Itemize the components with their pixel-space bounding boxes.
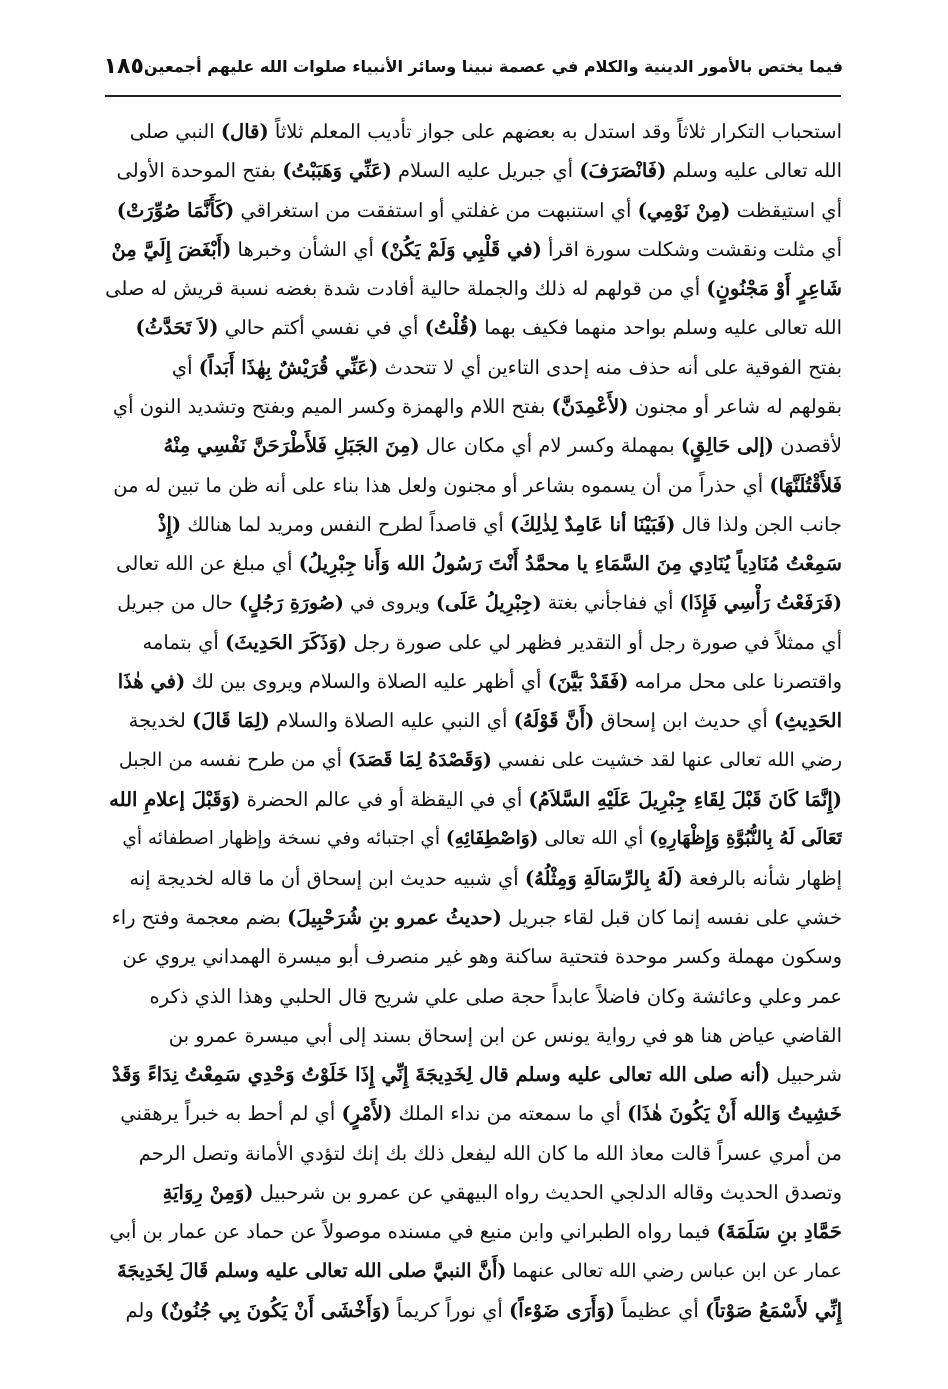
commentary-segment: أي ففاجأني بغتة: [541, 591, 680, 614]
commentary-segment: بضم معجمة وفتح راء: [111, 905, 288, 929]
commentary-segment: أي حذراً من أن يسموه بشاعر أو مجنون ولعل هذا بناء على أنه ظن ما تبين له من: [113, 473, 770, 497]
bold-quote-segment: (وَقَصْدَهُ لِمَا قَصَدَ): [347, 748, 492, 771]
bold-quote-segment: (في قَلْبِي وَلَمْ يَكُنْ): [380, 237, 542, 261]
commentary-segment: بمهملة وكسر لام أي مكان عال: [419, 434, 681, 458]
text-line: [105, 505, 842, 544]
bold-quote-segment: (وَأَرَى ضَوْءاً): [508, 1298, 615, 1322]
text-line: [105, 937, 842, 976]
text-line: [105, 112, 842, 151]
bold-quote-segment: (أَنَّ النبيَّ صلى الله تعالى عليه وسلم قَالَ لِخَدِيجَةَ: [117, 1259, 507, 1282]
text-line: [105, 348, 842, 387]
commentary-segment: أي اجتبائه وفي نسخة وإظهار اصطفائه أي: [122, 828, 446, 850]
running-header: [105, 46, 843, 86]
commentary-segment: شرحبيل: [770, 1063, 842, 1087]
bold-quote-segment: (عَنِّي قُرَيْشٌ بِهٰذَا أَبَداً): [198, 355, 379, 379]
commentary-segment: أي في اليقظة أو في عالم الحضرة: [240, 788, 529, 812]
body-text: [105, 112, 842, 1330]
commentary-segment: الله تعالى عليه وسلم: [666, 159, 842, 183]
commentary-segment: أي استيقظت: [730, 198, 842, 222]
bold-quote-segment: (لاَ تَحَدَّثُ): [135, 316, 219, 340]
text-line: [105, 780, 842, 819]
text-line: [105, 623, 842, 662]
bold-quote-segment: (أنه صلى الله تعالى عليه وسلم قال لِخَدِيجَةَ إِنِّي إِذَا خَلَوْتُ وَحْدِي سَمِعْتُ نِدَاءً وَقَدْ: [111, 1063, 771, 1087]
commentary-segment: أي استنبهت من غفلتي أو استفقت من استغراقي: [234, 198, 638, 222]
bold-quote-segment: (فَرَفَعْتُ رَأْسِي فَإِذَا): [679, 591, 842, 614]
bold-quote-segment: (أَبْغَضَ إِلَيَّ مِنْ: [111, 237, 232, 261]
bold-quote-segment: (فَانْصَرَفَ): [579, 159, 667, 183]
commentary-segment: أي الشأن وخبرها: [231, 237, 381, 261]
commentary-segment: رضي الله تعالى عنها لقد خشيت على نفسي: [491, 748, 842, 771]
bold-quote-segment: (لِمَا قَالَ): [192, 709, 270, 733]
bold-quote-segment: (صُورَةِ رَجُلٍ): [238, 591, 344, 614]
bold-quote-segment: (مِنْ نَوْمِي): [637, 198, 731, 222]
bold-quote-segment: (مِنَ الجَبَلِ فَلأَطْرَحَنَّ نَفْسِي مِنْهُ: [163, 434, 420, 458]
bold-quote-segment: (إِذْ: [157, 512, 182, 536]
bold-quote-segment: (في هٰذَا: [117, 670, 186, 694]
text-line: [105, 898, 842, 937]
text-line: [105, 544, 842, 583]
commentary-segment: أي شبيه حديث ابن إسحاق أن ما قاله لخديجة إنه: [129, 866, 525, 890]
bold-quote-segment: (قال): [220, 120, 269, 143]
commentary-segment: ويروى في: [343, 591, 436, 614]
bold-quote-segment: (حديثُ عمرو بنِ شُرَحْبِيلَ): [287, 905, 502, 929]
text-line: [105, 269, 842, 308]
bold-quote-segment: الحَدِيثِ): [774, 709, 842, 733]
commentary-segment: أي بتمامه: [142, 630, 225, 654]
bold-quote-segment: (وَذَكَرَ الحَدِيثَ): [224, 630, 348, 654]
text-line: [105, 1212, 842, 1251]
text-line: [105, 741, 842, 780]
page-number: ١٨٥: [103, 53, 144, 79]
header-divider: [105, 95, 841, 97]
commentary-segment: أي لم أحط به خبراً يرهقني: [120, 1102, 342, 1126]
text-line: [105, 1016, 842, 1055]
bold-quote-segment: حَمَّادِ بنِ سَلَمَةَ): [716, 1220, 842, 1244]
commentary-segment: أي النبي عليه الصلاة والسلام: [269, 709, 514, 733]
header-title: فيما يختص بالأمور الدينية والكلام في عصمة نبينا وسائر الأنبياء صلوات الله عليهم أجمعين: [143, 56, 843, 76]
commentary-segment: أي أظهر عليه الصلاة والسلام ويروى بين لك: [185, 670, 548, 694]
text-line: [105, 1173, 842, 1212]
bold-quote-segment: (فَقَدْ بَيَّنَ): [547, 670, 629, 694]
text-line: [105, 584, 842, 623]
commentary-segment: أي مثلت ونقشت وشكلت سورة اقرأ: [541, 237, 842, 261]
bold-quote-segment: خَشِيتُ وَالله أَنْ يَكُونَ هٰذَا): [627, 1102, 842, 1126]
bold-quote-segment: (إِنَّمَا كَانَ قَبْلَ لِقَاءِ جِبْرِيلَ عَلَيْهِ السَّلاَمُ): [528, 788, 842, 812]
commentary-segment: أي مبلغ عن الله تعالى: [116, 552, 299, 576]
text-line: [105, 977, 842, 1016]
bold-quote-segment: (لأَعْمِدَنَّ): [551, 395, 629, 419]
commentary-segment: إظهار شأنه بالرفعة: [682, 866, 842, 890]
commentary-segment: أي ما سمعته من نداء الملك: [392, 1102, 628, 1126]
commentary-segment: أي ممثلاً في صورة رجل أو التقدير فظهر لي على صورة رجل: [347, 630, 842, 654]
text-line: [105, 426, 842, 465]
commentary-segment: أي من طرح نفسه من الجبل: [118, 748, 348, 771]
commentary-segment: أي: [171, 355, 199, 379]
commentary-segment: أي قاصداً لطرح النفس ومريد لما هنالك: [181, 512, 511, 536]
bold-quote-segment: إِنِّي لأَسْمَعُ صَوْتاً): [704, 1298, 842, 1322]
commentary-segment: من أمري عسراً قالت معاذ الله ما كان الله ليفعل ذلك بك إنك لتؤدي الأمانة وتصل الرحم: [138, 1141, 842, 1165]
text-line: [105, 1252, 842, 1291]
commentary-segment: القاضي عياض هنا هو في رواية يونس عن ابن إسحاق بسند إلى أبي ميسرة عمرو بن: [168, 1023, 842, 1047]
bold-quote-segment: تَعَالَى لَهُ بِالنُّبُوَّةِ وَإِظْهَارِهِ): [649, 828, 842, 850]
text-line: [105, 151, 842, 190]
bold-quote-segment: (جِبْرِيلُ عَلَى): [435, 591, 542, 614]
commentary-segment: بفتح الفوقية على أنه حذف منه إحدى التاءين أي لا تتحدث: [378, 355, 842, 379]
bold-quote-segment: (وَمِنْ رِوَايَةِ: [162, 1181, 254, 1205]
commentary-segment: النبي صلى: [129, 120, 221, 143]
text-line: [105, 859, 842, 898]
text-line: [105, 819, 842, 858]
bold-quote-segment: (وَأَخْشَى أَنْ يَكُونَ بِي جُنُونٌ): [159, 1298, 391, 1322]
text-line: [105, 701, 842, 740]
commentary-segment: لأقصدن: [773, 434, 842, 458]
bold-quote-segment: (وَقَبْلَ إعلامِ الله: [109, 788, 241, 812]
commentary-segment: أي الله تعالى: [538, 828, 650, 850]
bold-quote-segment: (وَاصْطِفَائِهِ): [445, 828, 539, 850]
bold-quote-segment: (عَنِّي وَهَبَبْتُ): [282, 159, 392, 183]
commentary-segment: أي عظيماً: [614, 1298, 705, 1322]
bold-quote-segment: (لَهُ بِالرِّسَالَةِ وَمِثْلُهُ): [524, 866, 683, 890]
bold-quote-segment: سَمِعْتُ مُنَادِياً يُنَادِي مِنَ السَّمَاءِ يا محمَّدُ أَنْتَ رَسُولُ الله وَأَنا جِبْرِيلُ): [298, 552, 842, 576]
text-line: [105, 308, 842, 347]
text-line: [105, 466, 842, 505]
text-line: [105, 1094, 842, 1133]
commentary-segment: الله تعالى عليه وسلم بواحد منهما فكيف بهما: [478, 316, 842, 340]
bold-quote-segment: (أَنَّ قَوْلَهُ): [513, 709, 595, 733]
text-line: [105, 1134, 842, 1173]
commentary-segment: عمار عن ابن عباس رضي الله تعالى عنهما: [506, 1259, 842, 1282]
bold-quote-segment: (كَأَنَّمَا صُوِّرَتْ): [116, 198, 235, 222]
commentary-segment: لخديجة: [128, 709, 193, 733]
bold-quote-segment: (إلى حَالِقٍ): [680, 434, 774, 458]
commentary-segment: وتصدق الحديث وقاله الدلجي الحديث رواه البيهقي عن عمرو بن شرحبيل: [253, 1181, 842, 1205]
commentary-segment: وسكون مهملة وكسر موحدة فتحتية ساكنة وهو غير منصرف أبو ميسرة الهمداني يروي عن: [122, 945, 842, 969]
bold-quote-segment: (لأَمْرٍ): [341, 1102, 393, 1126]
text-line: [105, 1055, 842, 1094]
commentary-segment: بقولهم له شاعر أو مجنون: [628, 395, 842, 419]
text-line: [105, 230, 842, 269]
commentary-segment: واقتصرنا على محل مرامه: [628, 670, 842, 694]
commentary-segment: فيما رواه الطبراني وابن منيع في مسنده موصولاً عن حماد عن عمار بن أبي: [109, 1220, 717, 1244]
text-line: [105, 662, 842, 701]
commentary-segment: ولم: [125, 1298, 160, 1322]
text-line: [105, 387, 842, 426]
commentary-segment: بفتح الموحدة الأولى: [116, 159, 283, 183]
bold-quote-segment: شَاعِرٍ أَوْ مَجْنُونٍ): [706, 277, 842, 301]
commentary-segment: جانب الجن ولذا قال: [675, 512, 842, 536]
commentary-segment: أي جبريل عليه السلام: [391, 159, 580, 183]
commentary-segment: أي في نفسي أكتم حالي: [218, 316, 425, 340]
commentary-segment: أي نوراً كريماً: [390, 1298, 509, 1322]
commentary-segment: عمر وعلي وعائشة وكان فاضلاً عابداً حجة صلى علي شريح قال الحلبي وهذا الذي ذكره: [149, 984, 842, 1008]
text-line: [105, 1291, 842, 1330]
commentary-segment: استحباب التكرار ثلاثاً وقد استدل به بعضهم على جواز تأديب المعلم ثلاثاً: [268, 120, 842, 143]
bold-quote-segment: فَلأَقْتُلَنَّهَا): [769, 473, 842, 497]
commentary-segment: حال من جبريل: [117, 591, 239, 614]
bold-quote-segment: (قُلْتُ): [424, 316, 479, 340]
commentary-segment: بفتح اللام والهمزة وكسر الميم وبفتح وتشديد النون أي: [112, 395, 552, 419]
commentary-segment: أي حديث ابن إسحاق: [594, 709, 775, 733]
commentary-segment: أي من قولهم له ذلك والجملة حالية أفادت شدة بغضه نسبة قريش له صلى: [105, 277, 707, 301]
bold-quote-segment: (فَبَيْنَا أنا عَامِدٌ لِذٰلِكَ): [510, 512, 676, 536]
commentary-segment: خشي على نفسه إنما كان قبل لقاء جبريل: [501, 905, 842, 929]
text-line: [105, 191, 842, 230]
